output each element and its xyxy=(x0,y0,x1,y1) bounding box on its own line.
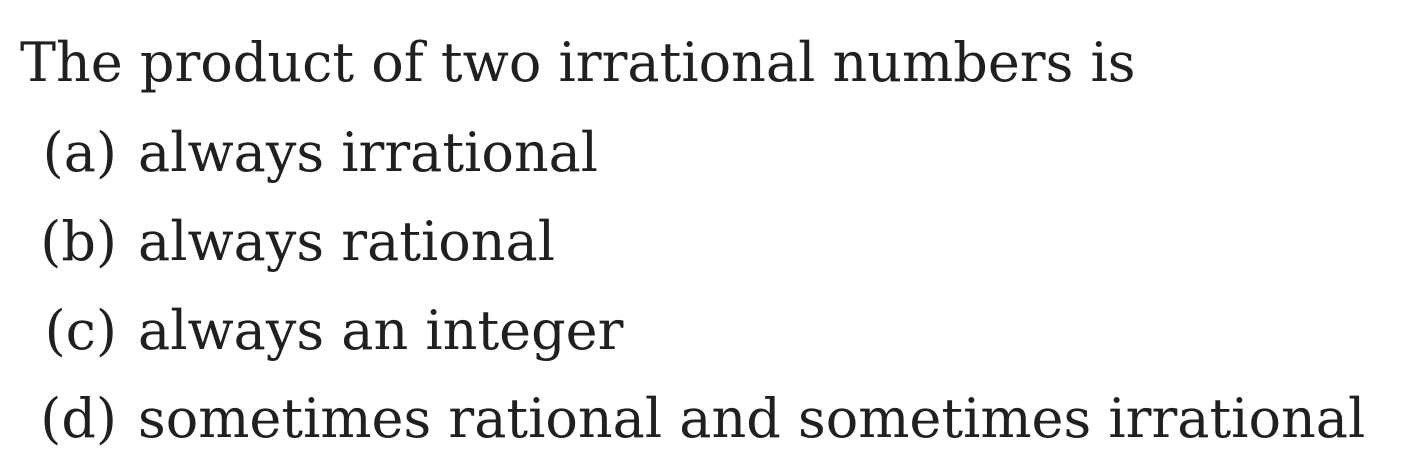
option-label: (b) xyxy=(40,210,117,273)
option-text: always irrational xyxy=(138,121,599,184)
option-label: (a) xyxy=(42,121,117,184)
option-text: always rational xyxy=(138,210,555,273)
option-text: always an integer xyxy=(138,299,624,362)
option-b xyxy=(20,209,555,275)
option-a xyxy=(20,120,598,186)
option-c xyxy=(20,298,623,364)
option-d xyxy=(20,386,1365,452)
question-stem: The product of two irrational numbers is xyxy=(20,31,1136,94)
option-text: sometimes rational and sometimes irrational xyxy=(138,387,1366,450)
option-label: (c) xyxy=(44,299,117,362)
option-label: (d) xyxy=(40,387,117,450)
